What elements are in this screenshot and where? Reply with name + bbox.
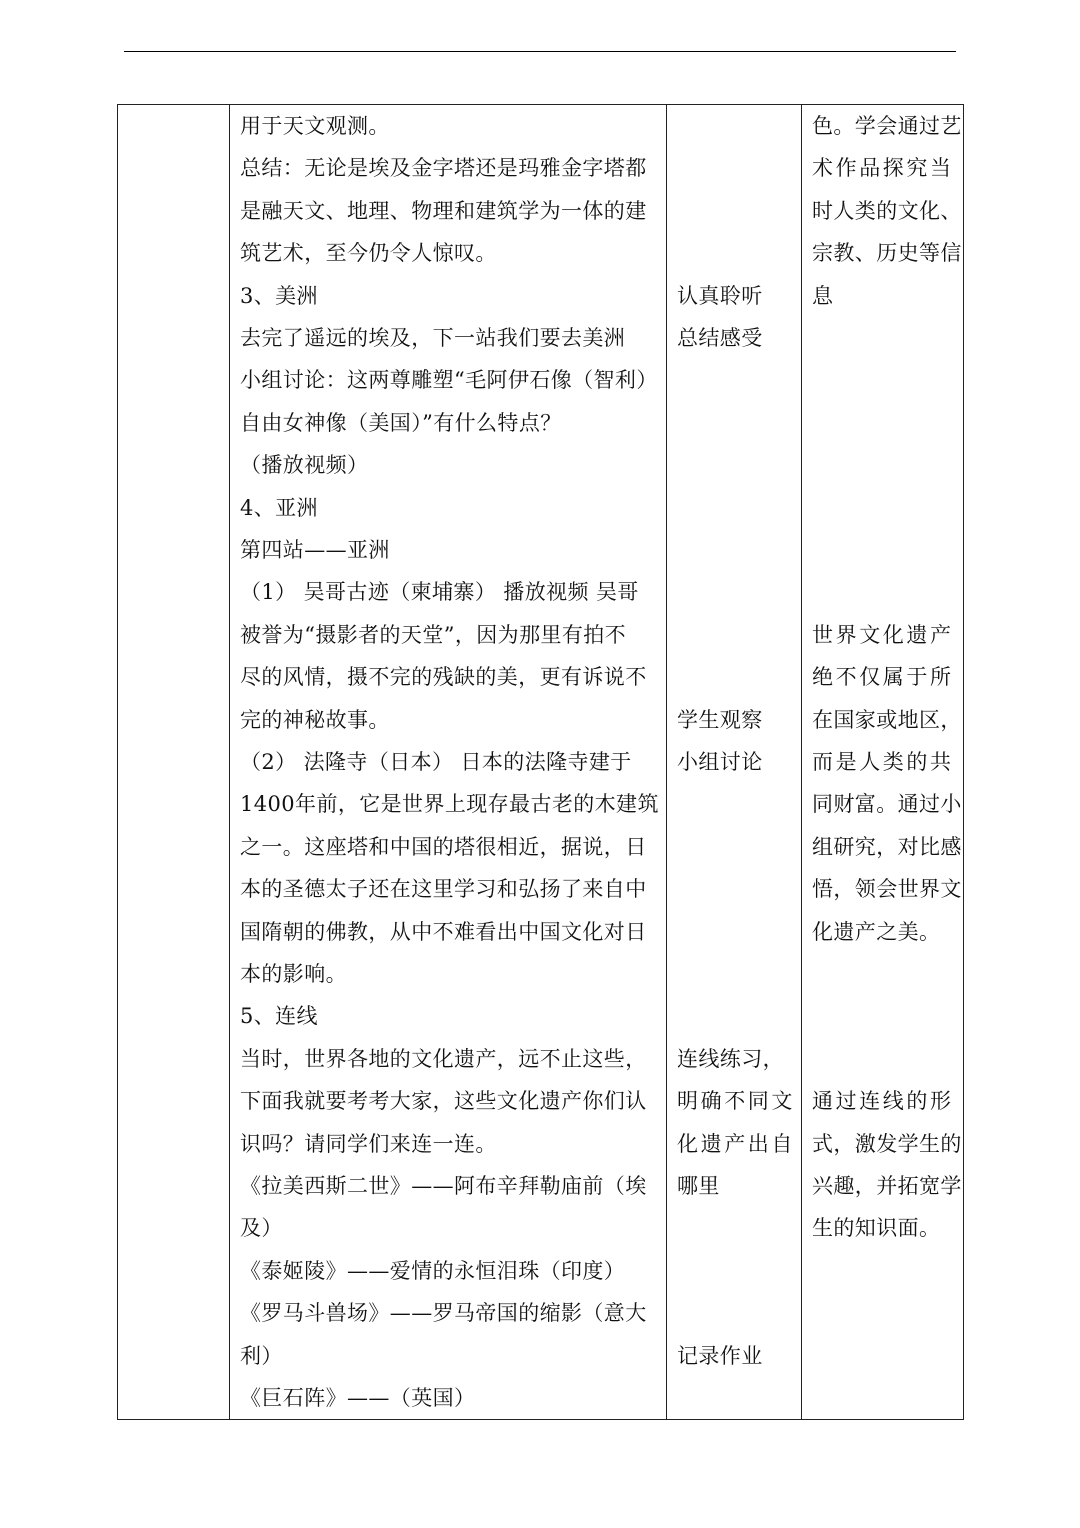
text-line: 下面我就要考考大家，这些文化遗产你们认 <box>240 1089 647 1114</box>
text-line: 5、连线 <box>240 1004 318 1029</box>
text-line: 去完了遥远的埃及，下一站我们要去美洲 <box>240 326 626 350</box>
text-line: 世界文化遗产 <box>812 622 954 647</box>
text-line: 绝不仅属于所 <box>812 665 954 690</box>
text-line: 小组讨论 <box>677 750 763 774</box>
column-divider <box>801 105 802 1419</box>
text-line: 术作品探究当 <box>812 156 954 181</box>
text-line: 是融天文、地理、物理和建筑学为一体的建 <box>240 198 647 223</box>
text-line: 《巨石阵》——（英国） <box>240 1386 476 1410</box>
text-line: （2） 法隆寺（日本） 日本的法隆寺建于 <box>240 750 632 774</box>
text-line: 被誉为“摄影者的天堂”，因为那里有拍不 <box>240 622 627 647</box>
text-line: 1400年前，它是世界上现存最古老的木建筑 <box>240 792 659 817</box>
text-line: 式，激发学生的 <box>812 1131 962 1156</box>
text-line: 用于天文观测。 <box>240 114 390 138</box>
text-line: 完的神秘故事。 <box>240 707 390 732</box>
text-line: 认真聆听 <box>677 283 763 308</box>
text-line: 通过连线的形 <box>812 1089 954 1114</box>
text-line: 化遗产之美。 <box>812 919 941 944</box>
text-line: 3、美洲 <box>240 283 318 308</box>
text-line: 自由女神像（美国）”有什么特点？ <box>240 410 562 435</box>
text-line: 学生观察 <box>677 707 763 732</box>
text-line: 生的知识面。 <box>812 1216 941 1241</box>
text-line: 筑艺术，至今仍令人惊叹。 <box>240 241 497 266</box>
text-line: 色。学会通过艺 <box>812 114 962 138</box>
text-line: 时人类的文化、 <box>812 198 962 223</box>
text-line: （1） 吴哥古迹（柬埔寨） 播放视频 吴哥 <box>240 580 639 605</box>
text-line: 记录作业 <box>677 1343 763 1368</box>
text-line: 小组讨论：这两尊雕塑“毛阿伊石像（智利） <box>240 368 658 393</box>
text-line: 而是人类的共 <box>812 750 954 774</box>
column-divider <box>229 105 230 1419</box>
text-line: 宗教、历史等信 <box>812 241 962 266</box>
text-line: 总结感受 <box>677 326 763 350</box>
text-line: 本的圣德太子还在这里学习和弘扬了来自中 <box>240 877 647 902</box>
text-line: 组研究，对比感 <box>812 834 962 859</box>
text-line: 利） <box>240 1343 283 1368</box>
text-line: 国隋朝的佛教，从中不难看出中国文化对日 <box>240 919 647 944</box>
text-line: 兴趣，并拓宽学 <box>812 1174 962 1198</box>
text-line: 明确不同文 <box>677 1089 795 1114</box>
text-line: 4、亚洲 <box>240 495 318 520</box>
text-line: 连线练习， <box>677 1046 784 1071</box>
text-line: 《罗马斗兽场》——罗马帝国的缩影（意大 <box>240 1301 647 1326</box>
text-line: 及） <box>240 1216 283 1241</box>
text-line: 哪里 <box>677 1174 720 1198</box>
text-line: 总结：无论是埃及金字塔还是玛雅金字塔都 <box>240 156 647 181</box>
text-line: 当时，世界各地的文化遗产，远不止这些， <box>240 1046 647 1071</box>
text-line: （播放视频） <box>240 453 369 478</box>
text-line: 化遗产出自 <box>677 1131 795 1156</box>
text-line: 本的影响。 <box>240 962 347 986</box>
text-line: 识吗？请同学们来连一连。 <box>240 1131 497 1156</box>
text-line: 第四站——亚洲 <box>240 538 390 562</box>
text-line: 息 <box>812 283 834 308</box>
text-line: 之一。这座塔和中国的塔很相近，据说，日 <box>240 834 647 859</box>
text-line: 《泰姬陵》——爱情的永恒泪珠（印度） <box>240 1258 626 1283</box>
text-line: 悟，领会世界文 <box>812 877 962 902</box>
lesson-plan-table <box>117 104 964 1420</box>
text-line: 在国家或地区， <box>812 707 962 732</box>
page-header-rule <box>124 51 956 52</box>
column-divider <box>666 105 667 1419</box>
text-line: 《拉美西斯二世》——阿布辛拜勒庙前（埃 <box>240 1174 647 1198</box>
text-line: 同财富。通过小 <box>812 792 962 817</box>
text-line: 尽的风情，摄不完的残缺的美，更有诉说不 <box>240 665 647 690</box>
